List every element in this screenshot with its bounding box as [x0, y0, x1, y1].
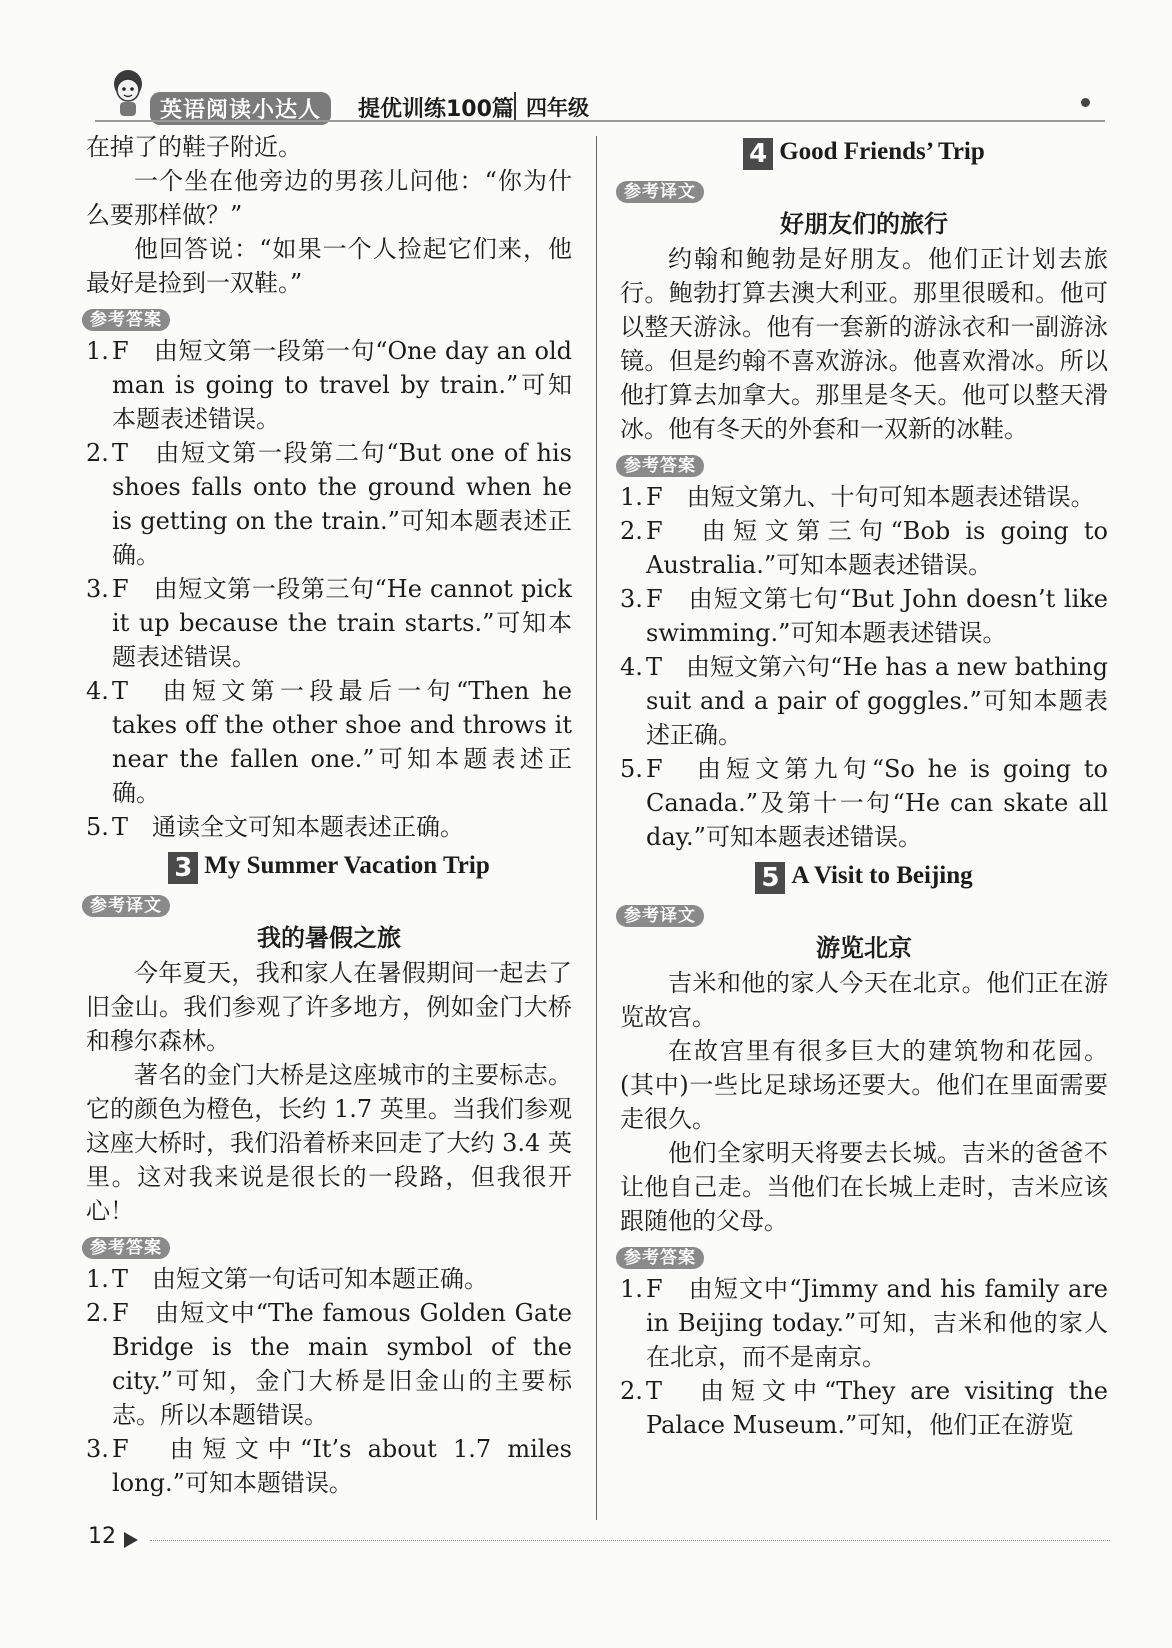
translation-label: 参考译文	[616, 905, 704, 927]
answers-label: 参考答案	[616, 455, 704, 477]
answer-item	[620, 582, 1108, 650]
section-number: 4	[743, 138, 773, 170]
section-heading	[620, 134, 1108, 170]
answer-item	[86, 436, 572, 572]
page-footer	[88, 1524, 1118, 1554]
answer-text: F 由短文中“Jimmy and his family are in Beijing today.”可知，吉米和他的家人在北京，而不是南京。	[646, 1275, 1108, 1371]
paragraph: 在故宫里有很多巨大的建筑物和花园。(其中)一些比足球场还要大。他们在里面需要走很久。	[620, 1037, 1108, 1133]
answer-text: F 由短文第三句“Bob is going to Australia.”可知本题表述错误。	[646, 517, 1108, 579]
answer-text: T 由短文第一句话可知本题正确。	[112, 1265, 489, 1293]
answer-item	[620, 1272, 1108, 1374]
section-title: A Visit to Beijing	[791, 862, 973, 889]
left-column	[86, 130, 572, 1508]
answer-text: F 由短文中“The famous Golden Gate Bridge is the main symbol of the city.”可知，金门大桥是旧金山的主要标志。所以本题错误。	[112, 1299, 572, 1429]
paragraph: 一个坐在他旁边的男孩儿问他：“你为什么要那样做？”	[86, 167, 572, 229]
grade-label: 四年级	[514, 92, 589, 122]
page-header	[90, 84, 1120, 124]
answer-number: 1.	[86, 337, 109, 365]
answer-number: 3.	[620, 585, 643, 613]
section-title: My Summer Vacation Trip	[204, 852, 490, 879]
answers-label: 参考答案	[616, 1247, 704, 1269]
answer-text: F 由短文第七句“But John doesn’t like swimming.”可知本题表述错误。	[646, 585, 1108, 647]
answer-item	[620, 480, 1108, 514]
paragraph: 著名的金门大桥是这座城市的主要标志。它的颜色为橙色，长约 1.7 英里。当我们参观这座大桥时，我们沿着桥来回走了大约 3.4 英里。这对我来说是很长的一段路，但我很开心！	[86, 1061, 572, 1225]
answer-number: 2.	[620, 1377, 643, 1405]
book-title: 提优训练100篇	[358, 97, 514, 122]
header-rule	[95, 120, 1105, 122]
footer-rule	[150, 1540, 1110, 1541]
answer-text: T 由短文第六句“He has a new bathing suit and a pair of goggles.”可知本题表述正确。	[646, 653, 1108, 749]
translation-title: 游览北京	[816, 934, 912, 962]
series-title: 英语阅读小达人	[150, 92, 331, 125]
answer-item	[86, 674, 572, 810]
answer-item	[86, 1262, 572, 1296]
answer-number: 4.	[86, 677, 109, 705]
answer-number: 2.	[86, 1299, 109, 1327]
paragraph: 今年夏天，我和家人在暑假期间一起去了旧金山。我们参观了许多地方，例如金门大桥和穆尔森林。	[86, 959, 572, 1055]
section-number: 3	[168, 852, 198, 884]
answer-item	[86, 1432, 572, 1500]
answer-number: 1.	[86, 1265, 109, 1293]
answer-number: 2.	[86, 439, 109, 467]
translation-label: 参考译文	[82, 895, 170, 917]
header-dot-icon	[1081, 98, 1090, 107]
answer-item	[86, 334, 572, 436]
answer-number: 4.	[620, 653, 643, 681]
answer-item	[620, 752, 1108, 854]
arrow-right-icon	[124, 1532, 138, 1548]
answer-item	[86, 810, 572, 844]
mascot-icon	[105, 64, 151, 120]
answer-item	[620, 514, 1108, 582]
answer-number: 2.	[620, 517, 643, 545]
answer-number: 5.	[86, 813, 109, 841]
answer-text: T 由短文第一段最后一句“Then he takes off the other shoe and throws it near the fallen one.”可知本题表述正确。	[112, 677, 572, 807]
answer-text: F 由短文第一段第一句“One day an old man is going to travel by train.”可知本题表述错误。	[112, 337, 572, 433]
answer-number: 3.	[86, 1435, 109, 1463]
translation-title: 我的暑假之旅	[257, 924, 401, 952]
section-title: Good Friends’ Trip	[779, 138, 985, 165]
section-heading	[620, 858, 1108, 894]
paragraph: 吉米和他的家人今天在北京。他们正在游览故宫。	[620, 969, 1108, 1031]
right-column	[620, 130, 1108, 1508]
answer-text: F 由短文第九句“So he is going to Canada.”及第十一句“He can skate all day.”可知本题表述错误。	[646, 755, 1108, 851]
paragraph: 他回答说：“如果一个人捡起它们来，他最好是捡到一双鞋。”	[86, 235, 572, 297]
page-number: 12	[88, 1524, 116, 1549]
paragraph: 他们全家明天将要去长城。吉米的爸爸不让他自己走。当他们在长城上走时，吉米应该跟随他的父母。	[620, 1139, 1108, 1235]
paragraph: 在掉了的鞋子附近。	[86, 133, 302, 161]
translation-title: 好朋友们的旅行	[780, 210, 948, 238]
answers-label: 参考答案	[82, 309, 170, 331]
answer-item	[620, 650, 1108, 752]
answer-text: T 由短文第一段第二句“But one of his shoes falls onto the ground when he is getting on the train.”可知本题表述正确。	[112, 439, 572, 569]
answer-text: T 由短文中“They are visiting the Palace Museum.”可知，他们正在游览	[646, 1377, 1108, 1439]
answer-item	[86, 1296, 572, 1432]
answer-number: 5.	[620, 755, 643, 783]
section-number: 5	[755, 862, 785, 894]
column-divider	[596, 136, 597, 1520]
answer-number: 3.	[86, 575, 109, 603]
answer-number: 1.	[620, 1275, 643, 1303]
answer-item	[86, 572, 572, 674]
answer-item	[620, 1374, 1108, 1442]
section-heading	[86, 848, 572, 884]
answer-text: F 由短文中“It’s about 1.7 miles long.”可知本题错误。	[112, 1435, 572, 1497]
answer-text: F 由短文第九、十句可知本题表述错误。	[646, 483, 1095, 511]
answers-label: 参考答案	[82, 1237, 170, 1259]
answer-text: F 由短文第一段第三句“He cannot pick it up because the train starts.”可知本题表述错误。	[112, 575, 572, 671]
translation-label: 参考译文	[616, 181, 704, 203]
paragraph: 约翰和鲍勃是好朋友。他们正计划去旅行。鲍勃打算去澳大利亚。那里很暖和。他可以整天游泳。他有一套新的游泳衣和一副游泳镜。但是约翰不喜欢游泳。他喜欢滑冰。所以他打算去加拿大。那里是冬天。他可以整天滑冰。他有冬天的外套和一双新的冰鞋。	[620, 245, 1108, 443]
answer-text: T 通读全文可知本题表述正确。	[112, 813, 465, 841]
answer-number: 1.	[620, 483, 643, 511]
